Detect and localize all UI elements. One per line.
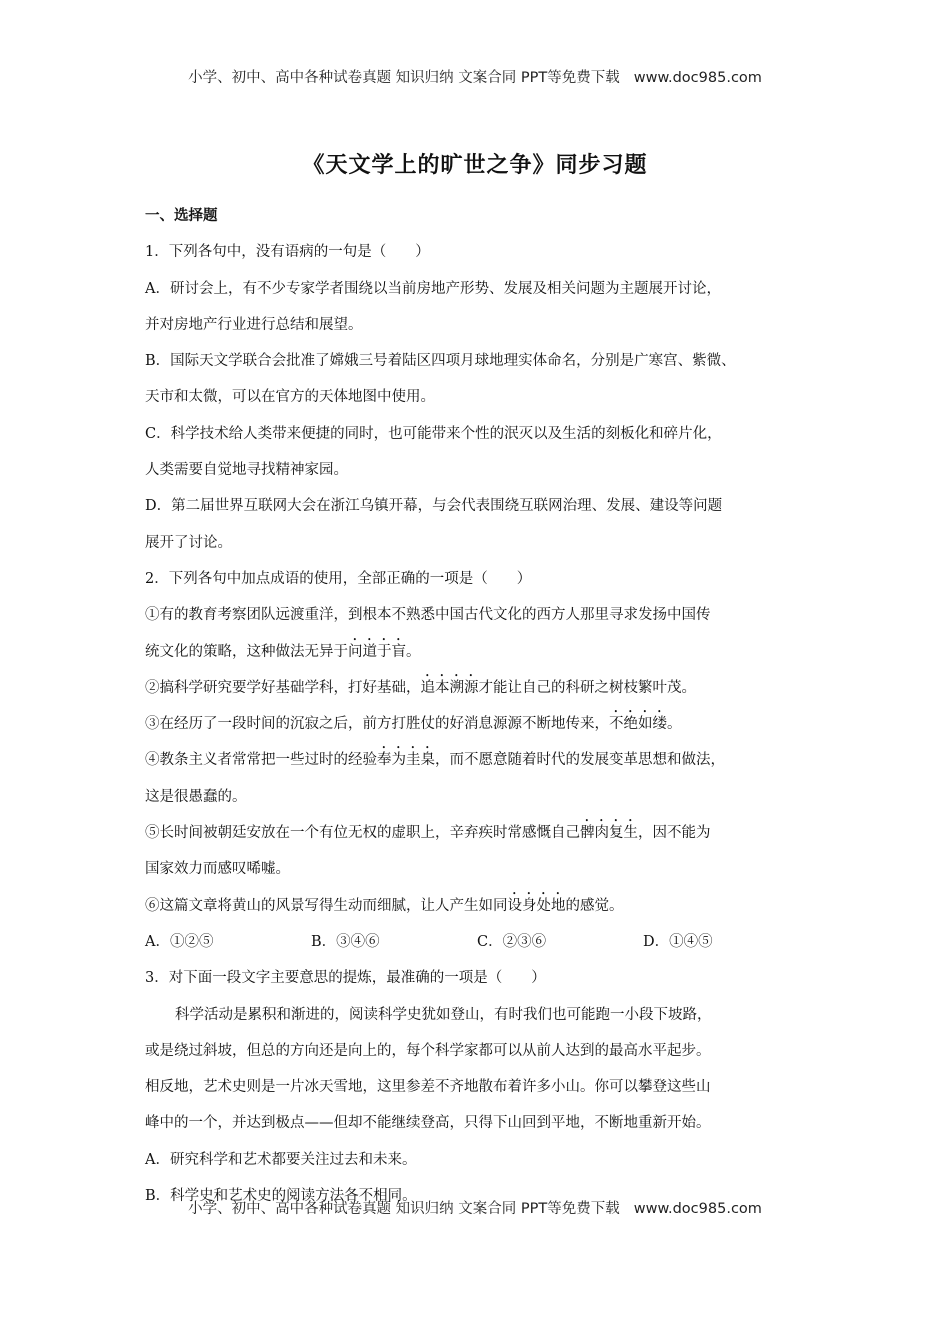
q2-option-c: C．②③⑥	[477, 933, 547, 950]
footer-text: 小学、初中、高中各种试卷真题 知识归纳 文案合同 PPT等免费下载	[188, 1201, 620, 1217]
q2-sentence-6	[145, 888, 825, 924]
dotted-idiom: 设身处地	[507, 897, 566, 914]
text-run: 的感觉。	[565, 897, 624, 914]
page-header	[0, 66, 950, 87]
q2-option-a: A．①②⑤	[145, 933, 214, 950]
q1-option-a-line1: A．研讨会上，有不少专家学者围绕以当前房地产形势、发展及相关问题为主题展开讨论，	[145, 280, 721, 297]
text-run: ⑥这篇文章将黄山的风景写得生动而细腻，让人产生如同	[145, 897, 508, 914]
text-run: ，因不能为	[638, 825, 711, 842]
dotted-idiom: 问道于盲	[348, 643, 406, 660]
document-body	[145, 198, 825, 1214]
q3-option-b: B．科学史和艺术史的阅读方法各不相同。	[145, 1188, 417, 1205]
text-run: 才能让自己的科研之树枝繁叶茂。	[478, 679, 696, 696]
text-run: ，而不愿意随着时代的发展变革思想和做法，	[435, 752, 725, 769]
dotted-idiom: 髀肉复生	[580, 825, 638, 842]
section-heading: 一、选择题	[145, 208, 218, 224]
q3-passage-line3: 相反地，艺术史则是一片冰天雪地，这里参差不齐地散布着许多小山。你可以攀登这些山	[145, 1079, 711, 1096]
q3-passage-line1: 科学活动是累积和渐进的，阅读科学史犹如登山，有时我们也可能跑一小段下坡路，	[175, 1006, 712, 1023]
footer-url[interactable]: www.doc985.com	[633, 1201, 762, 1217]
q2-sentence-2	[145, 670, 825, 706]
q2-options	[145, 924, 825, 960]
dotted-idiom: 追本溯源	[420, 679, 479, 696]
q1-option-a-line2: 并对房地产行业进行总结和展望。	[145, 316, 363, 333]
text-run: 统文化的策略，这种做法无异于	[145, 643, 348, 660]
text-run: ③在经历了一段时间的沉寂之后，前方打胜仗的好消息源源不断地传来，	[145, 716, 609, 733]
q2-sentence-5-line2: 国家效力而感叹唏嘘。	[145, 861, 290, 878]
q1-option-d-line2: 展开了讨论。	[145, 534, 232, 551]
q2-sentence-5-line1	[145, 815, 825, 851]
q1-option-c-line2: 人类需要自觉地寻找精神家园。	[145, 462, 348, 479]
text-run: ⑤长时间被朝廷安放在一个有位无权的虚职上，辛弃疾时常感慨自己	[145, 825, 580, 842]
q1-option-c-line1: C．科学技术给人类带来便捷的同时，也可能带来个性的泯灭以及生活的刻板化和碎片化，	[145, 425, 722, 442]
dotted-idiom: 不绝如缕	[609, 716, 667, 733]
question-1-stem: 1．下列各句中，没有语病的一句是（ ）	[145, 244, 430, 261]
header-text: 小学、初中、高中各种试卷真题 知识归纳 文案合同 PPT等免费下载	[188, 70, 620, 86]
q1-option-d-line1: D．第二届世界互联网大会在浙江乌镇开幕，与会代表围绕互联网治理、发展、建设等问题	[145, 498, 723, 515]
text-run: ④教条主义者常常把一些过时的经验	[145, 752, 377, 769]
q2-sentence-4-line1	[145, 742, 825, 778]
header-url[interactable]: www.doc985.com	[633, 70, 762, 86]
q3-passage-line2: 或是绕过斜坡，但总的方向还是向上的，每个科学家都可以从前人达到的最高水平起步。	[145, 1042, 711, 1059]
question-3-stem: 3．对下面一段文字主要意思的提炼，最准确的一项是（ ）	[145, 970, 546, 987]
q2-sentence-3	[145, 706, 825, 742]
text-run: 。	[406, 643, 421, 660]
q2-sentence-4-line2: 这是很愚蠢的。	[145, 788, 247, 805]
q1-option-b-line1: B．国际天文学联合会批准了嫦娥三号着陆区四项月球地理实体命名，分别是广寒宫、紫微、	[145, 353, 736, 370]
dotted-idiom: 奉为圭臬	[377, 752, 435, 769]
q3-option-a: A．研究科学和艺术都要关注过去和未来。	[145, 1151, 417, 1168]
q2-option-d: D．①④⑤	[643, 933, 713, 950]
q2-sentence-1-line2	[145, 634, 825, 670]
q2-sentence-1-line1: ①有的教育考察团队远渡重洋，到根本不熟悉中国古代文化的西方人那里寻求发扬中国传	[145, 607, 711, 624]
text-run: 。	[667, 716, 682, 733]
text-run: ②搞科学研究要学好基础学科，打好基础，	[145, 679, 421, 696]
q1-option-b-line2: 天市和太微，可以在官方的天体地图中使用。	[145, 389, 435, 406]
question-2-stem: 2．下列各句中加点成语的使用，全部正确的一项是（ ）	[145, 570, 532, 587]
q2-option-b: B．③④⑥	[311, 933, 380, 950]
q3-passage-line4: 峰中的一个，并达到极点——但却不能继续登高，只得下山回到平地，不断地重新开始。	[145, 1115, 711, 1132]
page-title: 《天文学上的旷世之争》同步习题	[302, 153, 648, 178]
page-footer	[0, 1197, 950, 1218]
